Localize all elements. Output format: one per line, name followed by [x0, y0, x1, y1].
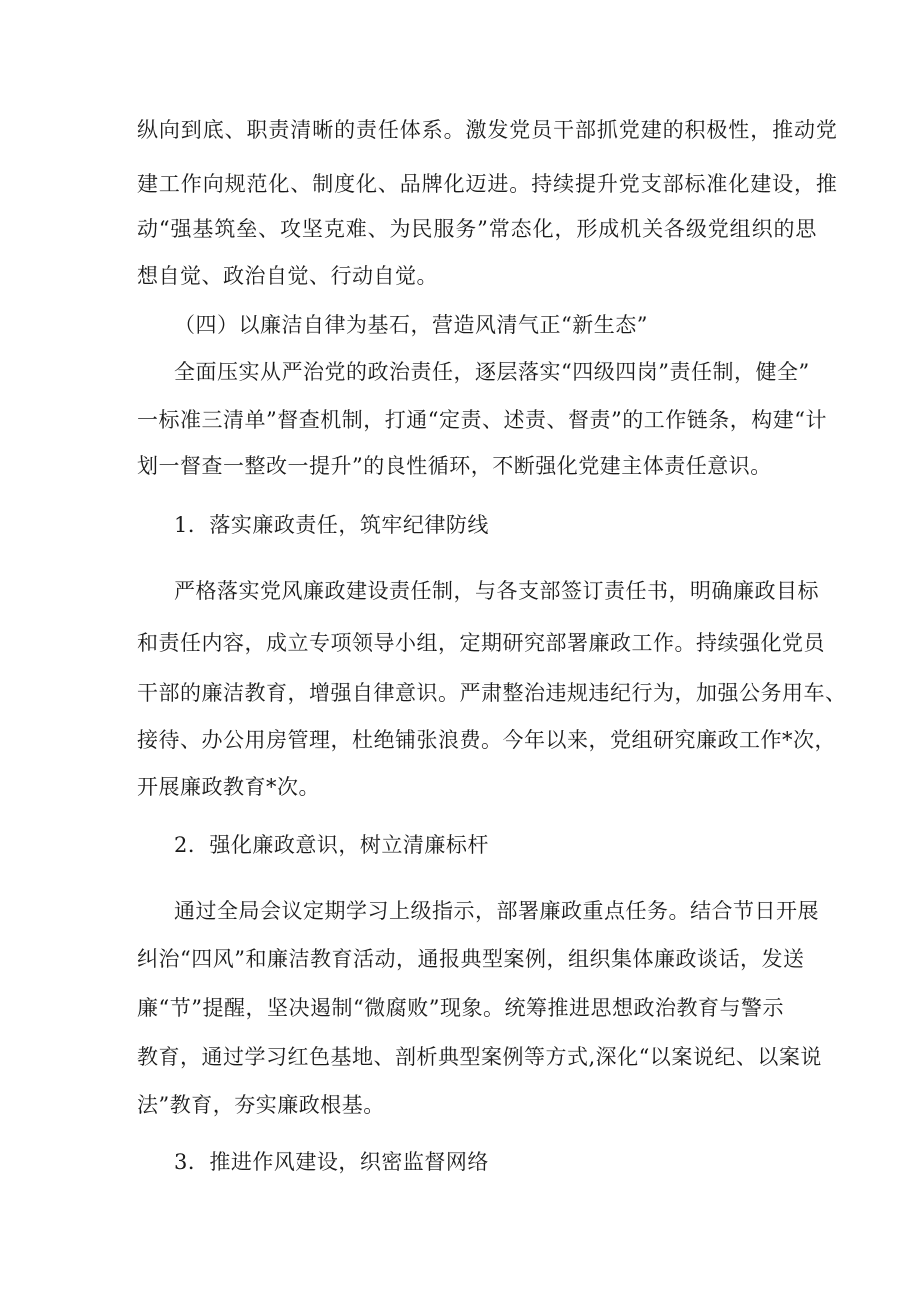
paragraph-line: 接待、办公用房管理，杜绝铺张浪费。今年以来，党组研究廉政工作*次， — [137, 728, 836, 752]
paragraph-line: 动“强基筑垒、攻坚克难、为民服务”常态化，形成机关各级党组织的思 — [137, 217, 818, 241]
paragraph-line: 纠治“四风”和廉洁教育活动，通报典型案例，组织集体廉政谈话，发送 — [137, 947, 805, 971]
subsection-heading: 1．落实廉政责任，筑牢纪律防线 — [174, 513, 489, 537]
paragraph-line: 想自觉、政治自觉、行动自觉。 — [137, 264, 438, 288]
paragraph-line: 法”教育，夯实廉政根基。 — [137, 1093, 385, 1117]
paragraph-line: 和责任内容，成立专项领导小组，定期研究部署廉政工作。持续强化党员 — [137, 631, 825, 655]
paragraph-line: 划一督查一整改一提升”的良性循环，不断强化党建主体责任意识。 — [137, 454, 772, 478]
subsection-heading: 2．强化廉政意识，树立清廉标杆 — [174, 833, 489, 857]
paragraph-line: 廉“节”提醒，坚决遏制“微腐败”现象。统筹推进思想政治教育与警示 — [137, 996, 784, 1020]
paragraph-line: 纵向到底、职责清晰的责任体系。激发党员干部抓党建的积极性，推动党 — [137, 118, 838, 142]
paragraph-line: 全面压实从严治党的政治责任，逐层落实“四级四岗”责任制，健全” — [174, 360, 810, 384]
paragraph-line: 一标准三清单”督查机制，打通“定责、述责、督责”的工作链条，构建“计 — [137, 408, 827, 432]
section-heading: （四）以廉洁自律为基石，营造风清气正“新生态” — [174, 313, 648, 337]
paragraph-line: 严格落实党风廉政建设责任制，与各支部签订责任书，明确廉政目标 — [174, 579, 819, 603]
paragraph-line: 教育，通过学习红色基地、剖析典型案例等方式,深化“以案说纪、以案说 — [137, 1045, 822, 1069]
subsection-heading: 3．推进作风建设，织密监督网络 — [174, 1150, 489, 1174]
paragraph-line: 建工作向规范化、制度化、品牌化迈进。持续提升党支部标准化建设，推 — [137, 172, 838, 196]
paragraph-line: 干部的廉洁教育，增强自律意识。严肃整治违规违纪行为，加强公务用车、 — [137, 681, 847, 705]
paragraph-line: 开展廉政教育*次。 — [137, 775, 320, 799]
paragraph-line: 通过全局会议定期学习上级指示，部署廉政重点任务。结合节日开展 — [174, 899, 819, 923]
